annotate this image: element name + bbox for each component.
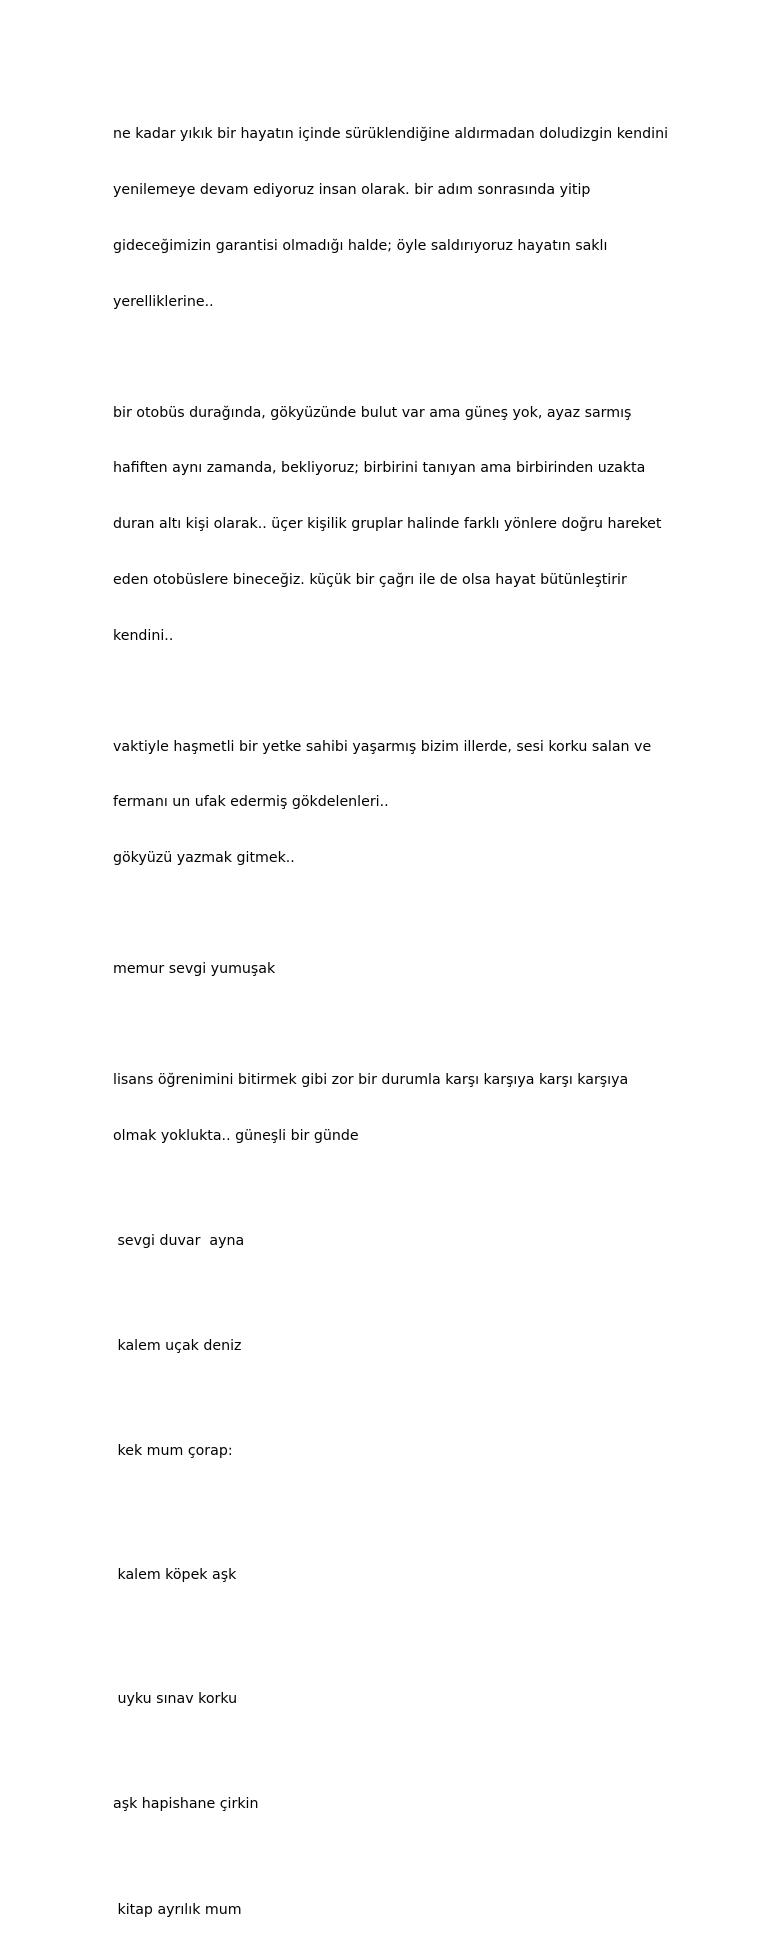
text-line: gideceğimizin garantisi olmadığı halde; öyle saldırıyoruz hayatın saklı	[113, 237, 608, 254]
paragraph-5	[113, 1034, 673, 1183]
text-line: sevgi duvar ayna	[113, 1232, 245, 1249]
text-line: kalem uçak deniz	[113, 1337, 242, 1354]
word-group-4	[113, 1529, 673, 1622]
word-group-7	[113, 1863, 673, 1956]
text-line: bir otobüs durağında, gökyüzünde bulut var ama güneş yok, ayaz sarmış	[113, 404, 632, 421]
text-line: kalem köpek aşk	[113, 1566, 237, 1583]
paragraph-2	[113, 366, 673, 682]
text-line: kek mum çorap:	[113, 1442, 233, 1459]
text-line: aşk hapishane çirkin	[113, 1795, 259, 1812]
text-line: hafiften aynı zamanda, bekliyoruz; birbirini tanıyan ama birbirinden uzakta	[113, 460, 646, 477]
text-line: uyku sınav korku	[113, 1690, 238, 1707]
paragraph-1	[113, 88, 673, 348]
text-line: ne kadar yıkık bir hayatın içinde sürüklendiğine aldırmadan doludizgin kendini	[113, 126, 669, 143]
text-line: eden otobüslere bineceğiz. küçük bir çağrı ile de olsa hayat bütünleştirir	[113, 571, 627, 588]
text-line: fermanı un ufak edermiş gökdelenleri..	[113, 794, 389, 811]
document-page	[113, 88, 673, 1956]
paragraph-4	[113, 923, 673, 1016]
text-line: duran altı kişi olarak.. üçer kişilik gruplar halinde farklı yönlere doğru hareket	[113, 516, 662, 533]
text-line: yenilemeye devam ediyoruz insan olarak. bir adım sonrasında yitip	[113, 181, 591, 198]
text-line: yerelliklerine..	[113, 293, 214, 310]
word-group-3	[113, 1405, 673, 1498]
word-group-6	[113, 1758, 673, 1851]
text-line: memur sevgi yumuşak	[113, 961, 276, 978]
text-line: lisans öğrenimini bitirmek gibi zor bir durumla karşı karşıya karşı karşıya	[113, 1072, 629, 1089]
word-group-5	[113, 1653, 673, 1746]
text-line: vaktiyle haşmetli bir yetke sahibi yaşarmış bizim illerde, sesi korku salan ve	[113, 738, 652, 755]
text-line: olmak yoklukta.. güneşli bir günde	[113, 1127, 359, 1144]
text-line: kendini..	[113, 627, 174, 644]
paragraph-3	[113, 700, 673, 905]
word-group-2	[113, 1300, 673, 1393]
text-line: kitap ayrılık mum	[113, 1901, 242, 1918]
word-group-1	[113, 1195, 673, 1288]
text-line: gökyüzü yazmak gitmek..	[113, 850, 295, 867]
